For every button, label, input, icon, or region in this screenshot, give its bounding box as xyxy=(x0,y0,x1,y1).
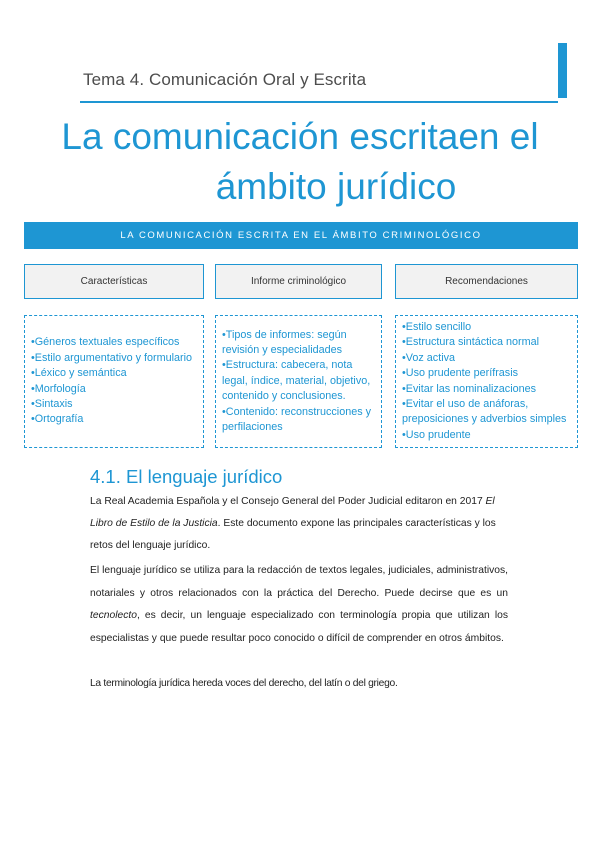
list-item: •Evitar el uso de anáforas, preposiciones y adverbios simples xyxy=(402,397,567,426)
header-accent-bar xyxy=(558,43,567,98)
list-item: •Evitar las nominalizaciones xyxy=(402,382,537,395)
caracteristicas-list xyxy=(31,335,197,427)
column-box-informe xyxy=(215,315,382,448)
book-title: El Libro de Estilo de la Justicia xyxy=(90,496,495,529)
column-heading-informe: Informe criminológico xyxy=(215,264,382,299)
column-heading-recomendaciones: Recomendaciones xyxy=(395,264,578,299)
list-item: •Uso prudente perífrasis xyxy=(402,367,519,380)
list-item: •Géneros textuales específicos xyxy=(31,336,180,349)
list-item: •Sintaxis xyxy=(31,397,73,410)
paragraph-2-text-b: , es decir, un lenguaje especializado con terminología propia que utilizan los especialistas y que puede resultar poco conocido o difícil de comprender en otros ámbitos. xyxy=(90,610,508,644)
list-item: •Estructura sintáctica normal xyxy=(402,336,539,349)
informe-list xyxy=(222,328,375,436)
list-item: •Contenido: reconstrucciones y perfilaciones xyxy=(222,405,372,434)
list-item: •Uso prudente xyxy=(402,428,471,441)
column-box-recomendaciones xyxy=(395,315,578,448)
column-box-caracteristicas xyxy=(24,315,204,448)
list-item: •Estructura: cabecera, nota legal, índice, material, objetivo, contenido y conclusiones. xyxy=(222,359,371,403)
list-item: •Léxico y semántica xyxy=(31,367,127,380)
list-item: •Tipos de informes: según revisión y especialidades xyxy=(222,328,347,356)
paragraph-2-text-a: El lenguaje jurídico se utiliza para la redacción de textos legales, judiciales, administrativos, notariales y otros relacionados con la práctica del Derecho. Puede decirse que es un xyxy=(90,565,508,599)
column-heading-caracteristicas: Características xyxy=(24,264,204,299)
list-item: •Morfología xyxy=(31,382,86,395)
page-title-line-1: La comunicación escritaen el xyxy=(61,116,539,157)
list-item: •Ortografía xyxy=(31,413,84,426)
paragraph-1 xyxy=(90,491,508,557)
paragraph-1-text-b: . Este documento expone las principales características y los retos del lenguaje jurídico. xyxy=(90,518,496,551)
recomendaciones-list xyxy=(402,320,571,443)
paragraph-3: La terminología jurídica hereda voces del derecho, del latín o del griego. xyxy=(90,678,398,689)
topic-header: Tema 4. Comunicación Oral y Escrita xyxy=(83,70,367,89)
list-item: •Estilo sencillo xyxy=(402,320,472,333)
term-tecnolecto: tecnolecto xyxy=(90,610,137,622)
paragraph-2 xyxy=(90,560,508,650)
page-title xyxy=(20,112,580,212)
page-title-line-2: ámbito jurídico xyxy=(215,166,457,207)
diagram-banner: LA COMUNICACIÓN ESCRITA EN EL ÁMBITO CRIMINOLÓGICO xyxy=(24,222,578,249)
list-item: •Estilo argumentativo y formulario xyxy=(31,351,192,364)
paragraph-1-text-a: La Real Academia Española y el Consejo General del Poder Judicial editaron en 2017 xyxy=(90,496,486,507)
list-item: •Voz activa xyxy=(402,351,455,364)
section-title: 4.1. El lenguaje jurídico xyxy=(90,466,283,487)
header-divider xyxy=(80,101,558,103)
